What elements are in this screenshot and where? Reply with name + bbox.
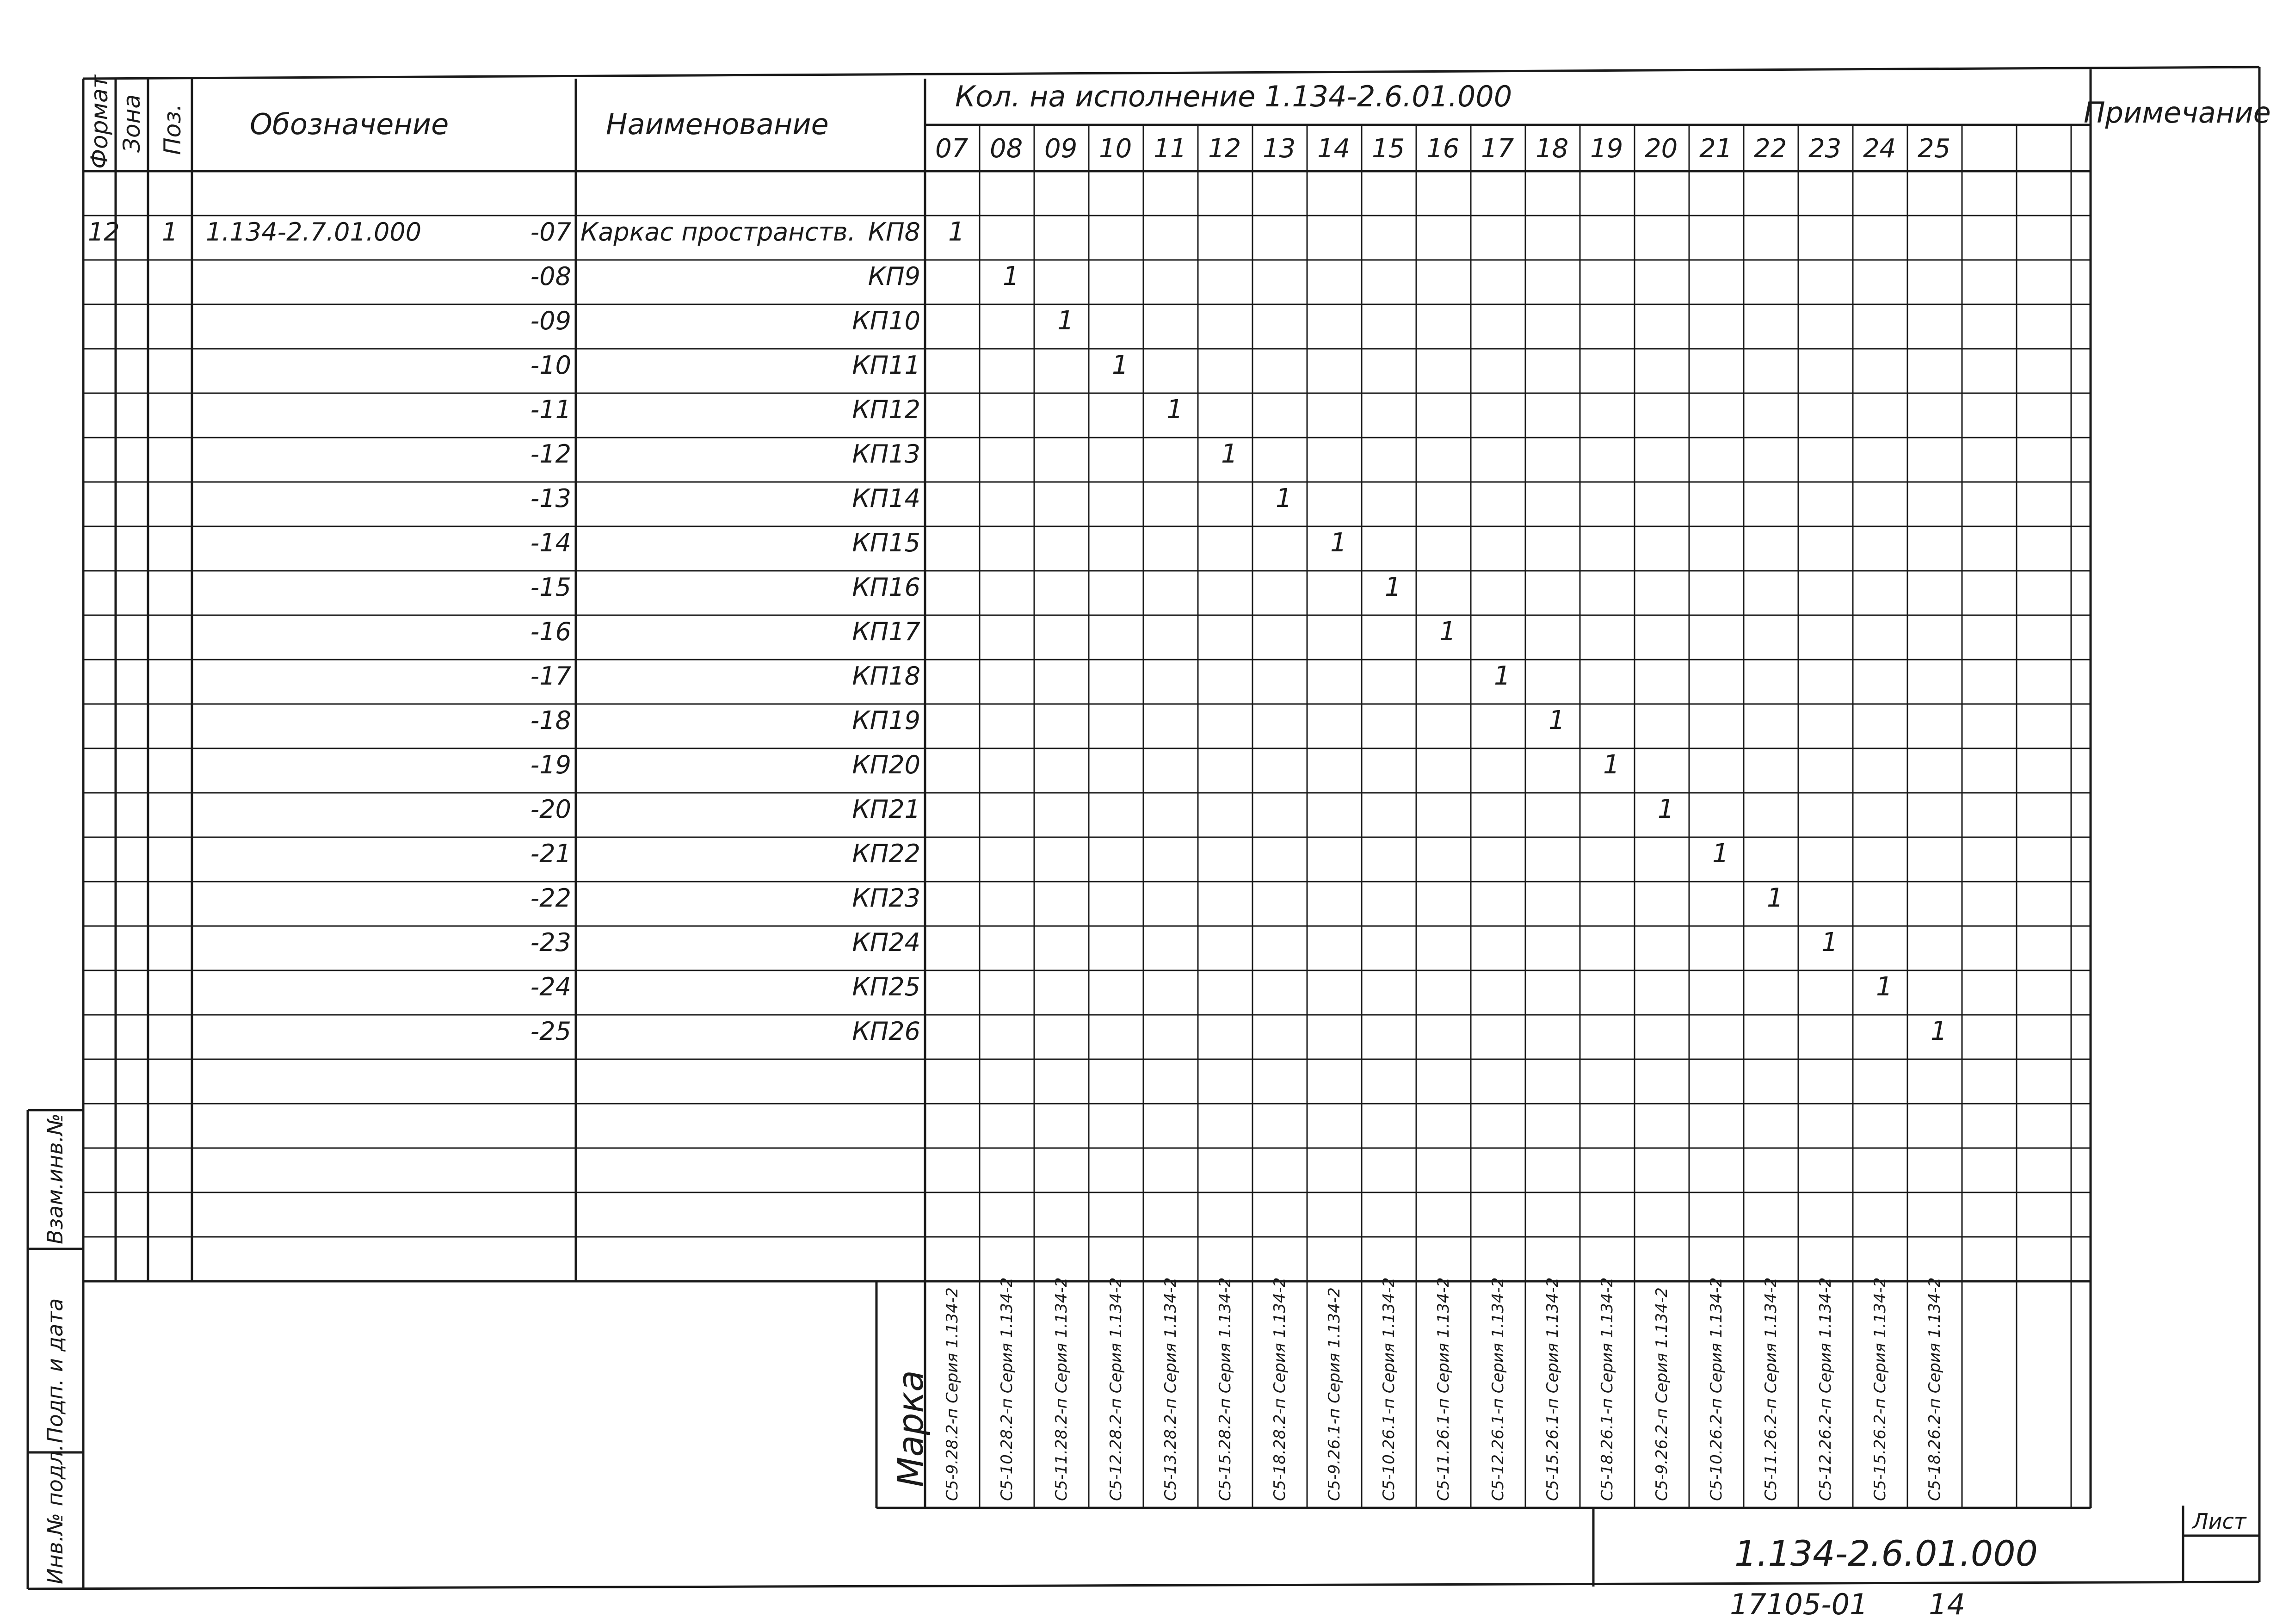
row-suffix: -14: [530, 528, 571, 557]
variant-header-21: 21: [1699, 134, 1733, 164]
row-qty: 1: [1112, 350, 1129, 380]
row-position-value: 1: [162, 217, 178, 247]
table-row: [531, 395, 1183, 425]
marka-value: С5-12.26.1-п Серия 1.134-2: [1489, 1277, 1507, 1501]
row-suffix: -19: [530, 750, 571, 779]
row-qty: 1: [1876, 972, 1893, 1002]
table-row: [531, 705, 1565, 735]
row-mark: КП8: [868, 217, 920, 247]
row-qty: 1: [1439, 617, 1456, 647]
variant-header-08: 08: [990, 134, 1023, 164]
table-row: [531, 883, 1783, 913]
side-label-podp: Подп. и дата: [43, 1298, 68, 1443]
variant-header-17: 17: [1481, 134, 1514, 164]
table-row: [531, 350, 1129, 380]
variant-header-13: 13: [1263, 134, 1296, 164]
variant-header-07: 07: [935, 134, 969, 164]
table-row: [531, 572, 1401, 602]
header-zone: Зона: [118, 94, 145, 153]
marka-value: С5-10.28.2-п Серия 1.134-2: [998, 1277, 1016, 1501]
marka-label: Марка: [890, 1370, 931, 1487]
variant-header-24: 24: [1863, 134, 1896, 164]
variant-header-25: 25: [1918, 134, 1951, 164]
table-row: [531, 972, 1893, 1002]
row-code-value: 1.134-2.7.01.000: [206, 217, 422, 247]
variant-header-14: 14: [1317, 134, 1351, 164]
marka-value: С5-15.26.2-п Серия 1.134-2: [1871, 1277, 1889, 1501]
marka-value: С5-12.28.2-п Серия 1.134-2: [1107, 1277, 1125, 1501]
row-mark: КП17: [852, 617, 920, 646]
row-suffix: -13: [530, 484, 571, 513]
row-name-prefix: Каркас пространств.: [580, 217, 856, 247]
row-suffix: -22: [530, 883, 571, 913]
row-mark: КП23: [852, 883, 920, 913]
footer-code: 17105-01: [1730, 1587, 1868, 1621]
row-mark: КП20: [852, 750, 920, 779]
header-name: Наименование: [606, 107, 829, 141]
row-mark: КП26: [852, 1017, 920, 1046]
row-qty: 1: [1494, 661, 1511, 691]
variant-header-11: 11: [1154, 134, 1187, 164]
side-label-inv: Инв.№ подл.: [43, 1444, 68, 1584]
side-label-vzam: Взам.инв.№: [43, 1113, 68, 1244]
row-mark: КП13: [852, 439, 920, 469]
row-qty: 1: [1549, 705, 1565, 735]
row-qty: 1: [1385, 572, 1401, 602]
header-note: Примечание: [2084, 96, 2271, 130]
variant-header-12: 12: [1208, 134, 1241, 164]
doc-number: 1.134-2.6.01.000: [1734, 1533, 2038, 1574]
row-qty: 1: [1603, 750, 1620, 780]
row-mark: КП9: [868, 262, 920, 291]
marka-values: [943, 1277, 1944, 1501]
variant-header-19: 19: [1590, 134, 1623, 164]
row-mark: КП24: [852, 928, 920, 957]
table-row: [531, 617, 1456, 647]
row-suffix: -16: [530, 617, 571, 646]
header-qty-label: Кол. на исполнение 1.134-2.6.01.000: [955, 80, 1512, 113]
row-suffix: -25: [530, 1017, 571, 1046]
grid-lines: [83, 125, 2091, 1508]
row-suffix: -08: [530, 262, 571, 291]
table-row: [531, 794, 1674, 824]
table-row: [531, 483, 1292, 513]
row-suffix: -23: [530, 928, 571, 957]
table-row: [531, 1016, 1947, 1046]
row-suffix: -11: [530, 395, 571, 424]
row-mark: КП18: [852, 661, 920, 691]
marka-value: С5-12.26.2-п Серия 1.134-2: [1816, 1277, 1835, 1501]
marka-value: С5-13.28.2-п Серия 1.134-2: [1161, 1277, 1180, 1501]
row-mark: КП11: [852, 351, 920, 380]
header-position: Поз.: [159, 104, 186, 155]
table-row: [531, 306, 1074, 336]
marka-value: С5-18.28.2-п Серия 1.134-2: [1271, 1277, 1289, 1501]
marka-value: С5-9.26.1-п Серия 1.134-2: [1325, 1287, 1344, 1501]
marka-value: С5-18.26.2-п Серия 1.134-2: [1925, 1277, 1944, 1501]
table-row: [531, 839, 1729, 869]
variant-header-10: 10: [1099, 134, 1132, 164]
row-qty: 1: [1658, 794, 1674, 824]
variant-header-16: 16: [1426, 134, 1460, 164]
variant-header-15: 15: [1372, 134, 1405, 164]
row-suffix: -09: [530, 306, 571, 335]
row-mark: КП15: [852, 528, 920, 557]
marka-value: С5-11.26.1-п Серия 1.134-2: [1434, 1277, 1453, 1501]
spec-rows: [531, 217, 1947, 1046]
row-qty: 1: [1821, 927, 1838, 957]
row-mark: КП16: [852, 573, 920, 602]
header-format: Формат: [86, 75, 113, 169]
table-row: [531, 927, 1838, 957]
row-qty: 1: [1767, 883, 1783, 913]
row-suffix: -18: [530, 706, 571, 735]
row-qty: 1: [1057, 306, 1074, 336]
row-mark: КП10: [852, 306, 920, 335]
row-mark: КП22: [852, 839, 920, 868]
row-suffix: -07: [530, 217, 571, 247]
table-row: [531, 661, 1511, 691]
marka-value: С5-9.28.2-п Серия 1.134-2: [943, 1287, 962, 1501]
marka-value: С5-10.26.2-п Серия 1.134-2: [1707, 1277, 1726, 1501]
table-row: [531, 439, 1238, 469]
table-row: [531, 750, 1620, 780]
row-mark: КП21: [852, 795, 920, 824]
row-qty: 1: [1330, 528, 1347, 558]
row-mark: КП12: [852, 395, 920, 424]
variant-header-22: 22: [1754, 134, 1787, 164]
row-mark: КП25: [852, 972, 920, 1001]
table-row: [531, 528, 1347, 558]
row-suffix: -20: [530, 795, 571, 824]
row-suffix: -10: [530, 351, 571, 380]
row-suffix: -12: [530, 439, 571, 469]
marka-value: С5-11.28.2-п Серия 1.134-2: [1052, 1277, 1071, 1501]
variant-header-23: 23: [1808, 134, 1842, 164]
row-format-value: 12: [88, 217, 120, 247]
marka-value: С5-18.26.1-п Серия 1.134-2: [1598, 1277, 1616, 1501]
row-mark: КП14: [852, 484, 920, 513]
sheet-label: Лист: [2192, 1509, 2246, 1534]
row-suffix: -21: [530, 839, 571, 868]
row-suffix: -17: [530, 661, 571, 691]
row-qty: 1: [1712, 839, 1729, 869]
header-designation: Обозначение: [250, 107, 449, 141]
variant-header-20: 20: [1645, 134, 1678, 164]
row-suffix: -15: [530, 573, 571, 602]
row-qty: 1: [1221, 439, 1238, 469]
variant-header-09: 09: [1044, 134, 1078, 164]
marka-value: С5-15.26.1-п Серия 1.134-2: [1543, 1277, 1562, 1501]
row-qty: 1: [1276, 483, 1292, 513]
variant-header-18: 18: [1536, 134, 1569, 164]
table-row: [531, 261, 1019, 291]
row-qty: 1: [948, 217, 965, 247]
row-suffix: -24: [530, 972, 571, 1001]
sheet-number: 14: [1929, 1587, 1965, 1621]
marka-value: С5-11.26.2-п Серия 1.134-2: [1762, 1277, 1780, 1501]
row-mark: КП19: [852, 706, 920, 735]
row-qty: 1: [1931, 1016, 1947, 1046]
marka-value: С5-15.28.2-п Серия 1.134-2: [1216, 1277, 1234, 1501]
row-qty: 1: [1003, 261, 1019, 291]
marka-value: С5-10.26.1-п Серия 1.134-2: [1380, 1277, 1398, 1501]
row-qty: 1: [1166, 395, 1183, 425]
marka-value: С5-9.26.2-п Серия 1.134-2: [1653, 1287, 1671, 1501]
